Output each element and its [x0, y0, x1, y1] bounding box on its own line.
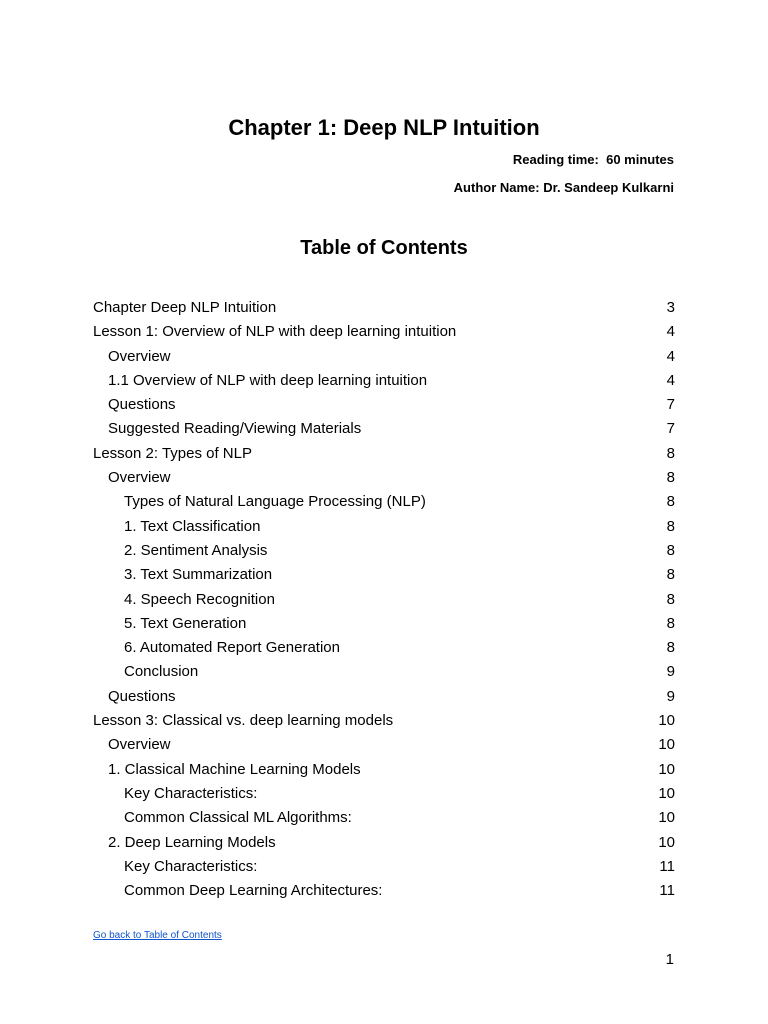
- toc-entry[interactable]: [93, 490, 675, 514]
- toc-entry[interactable]: [93, 442, 675, 466]
- toc-entry-page: 4: [666, 371, 675, 389]
- toc-entry-page: 8: [666, 493, 675, 511]
- toc-entry[interactable]: [93, 588, 675, 612]
- toc-entry-label: Chapter Deep NLP Intuition: [93, 299, 277, 316]
- toc-entry-label: Questions: [108, 687, 176, 705]
- toc-entry-label: Lesson 3: Classical vs. deep learning models: [93, 712, 394, 730]
- toc-entry-page: 8: [666, 614, 675, 632]
- toc-entry[interactable]: [93, 685, 675, 709]
- chapter-title: Chapter 1: Deep NLP Intuition: [228, 115, 540, 140]
- toc-entry[interactable]: [93, 393, 675, 417]
- toc-entry-label: Conclusion: [124, 663, 199, 681]
- toc-entry[interactable]: [93, 563, 675, 587]
- toc-entry-label: Questions: [108, 396, 176, 414]
- toc-entry-page: 9: [666, 687, 675, 705]
- toc-entry-label: 1. Classical Machine Learning Models: [108, 760, 361, 778]
- toc-entry-page: 8: [666, 444, 675, 462]
- toc-entry[interactable]: [93, 855, 675, 879]
- toc-entry-page: 10: [658, 809, 675, 827]
- toc-entry-label: Key Characteristics:: [124, 857, 258, 875]
- toc-entry[interactable]: [93, 758, 675, 782]
- toc-entry[interactable]: [93, 733, 675, 757]
- toc-entry-label: 6. Automated Report Generation: [124, 639, 340, 657]
- toc-entry[interactable]: [93, 879, 675, 903]
- toc-entry-label: 1. Text Classification: [124, 517, 261, 535]
- toc-entry[interactable]: [93, 417, 675, 441]
- toc-entry[interactable]: [93, 539, 675, 563]
- toc-entry-page: 8: [666, 541, 675, 559]
- toc-entry-page: 7: [666, 396, 675, 414]
- toc-entry[interactable]: [93, 515, 675, 539]
- toc-entry-label: Common Classical ML Algorithms:: [124, 809, 352, 827]
- toc-entry-label: Lesson 2: Types of NLP: [93, 444, 252, 462]
- toc-entry[interactable]: [93, 660, 675, 684]
- toc-entry-label: 3. Text Summarization: [124, 566, 273, 584]
- toc-entry-page: 10: [658, 736, 675, 754]
- toc-entry-page: 10: [658, 760, 675, 778]
- toc-entry[interactable]: [93, 612, 675, 636]
- toc-heading: Table of Contents: [300, 237, 468, 259]
- author-name: Author Name: Dr. Sandeep Kulkarni: [453, 180, 674, 195]
- table-of-contents: [93, 296, 675, 903]
- toc-entry-page: 4: [666, 347, 675, 365]
- toc-entry-label: Overview: [108, 469, 171, 487]
- toc-entry-page: 10: [658, 712, 675, 730]
- toc-entry[interactable]: [93, 806, 675, 830]
- toc-entry-label: 2. Deep Learning Models: [108, 833, 276, 851]
- toc-entry-label: 5. Text Generation: [124, 614, 247, 632]
- toc-entry-label: 1.1 Overview of NLP with deep learning intuition: [108, 371, 428, 389]
- toc-entry[interactable]: [93, 831, 675, 855]
- toc-entry-page: 8: [666, 639, 675, 657]
- toc-entry-page: 8: [666, 469, 675, 487]
- back-to-toc-link[interactable]: Go back to Table of Contents: [93, 930, 222, 941]
- toc-entry-page: 11: [659, 857, 675, 875]
- toc-entry-page: 10: [658, 833, 675, 851]
- toc-entry-label: 4. Speech Recognition: [124, 590, 275, 608]
- toc-entry-label: Overview: [108, 736, 171, 754]
- toc-entry-page: 11: [659, 882, 675, 900]
- toc-entry-page: 7: [666, 420, 675, 438]
- toc-entry[interactable]: [93, 296, 675, 320]
- toc-entry-label: Types of Natural Language Processing (NLP): [124, 493, 426, 511]
- toc-entry-label: Common Deep Learning Architectures:: [124, 882, 383, 900]
- toc-entry-page: 8: [666, 517, 675, 535]
- toc-entry[interactable]: [93, 369, 675, 393]
- toc-entry-page: 8: [666, 590, 675, 608]
- toc-entry-label: Key Characteristics:: [124, 784, 258, 802]
- toc-entry-label: Lesson 1: Overview of NLP with deep learning intuition: [93, 323, 457, 341]
- toc-entry-page: 9: [666, 663, 675, 681]
- toc-entry[interactable]: [93, 709, 675, 733]
- toc-entry-label: Suggested Reading/Viewing Materials: [108, 420, 362, 438]
- toc-entry[interactable]: [93, 782, 675, 806]
- reading-time: Reading time: 60 minutes: [512, 152, 674, 167]
- toc-entry[interactable]: [93, 345, 675, 369]
- toc-entry-page: 4: [666, 323, 675, 341]
- toc-entry[interactable]: [93, 466, 675, 490]
- toc-entry[interactable]: [93, 636, 675, 660]
- toc-entry-page: 10: [658, 784, 675, 802]
- toc-entry-page: 8: [666, 566, 675, 584]
- toc-entry-page: 3: [666, 299, 675, 316]
- toc-entry-label: 2. Sentiment Analysis: [124, 541, 268, 559]
- toc-entry[interactable]: [93, 320, 675, 344]
- toc-entry-label: Overview: [108, 347, 171, 365]
- page-number: 1: [665, 951, 674, 968]
